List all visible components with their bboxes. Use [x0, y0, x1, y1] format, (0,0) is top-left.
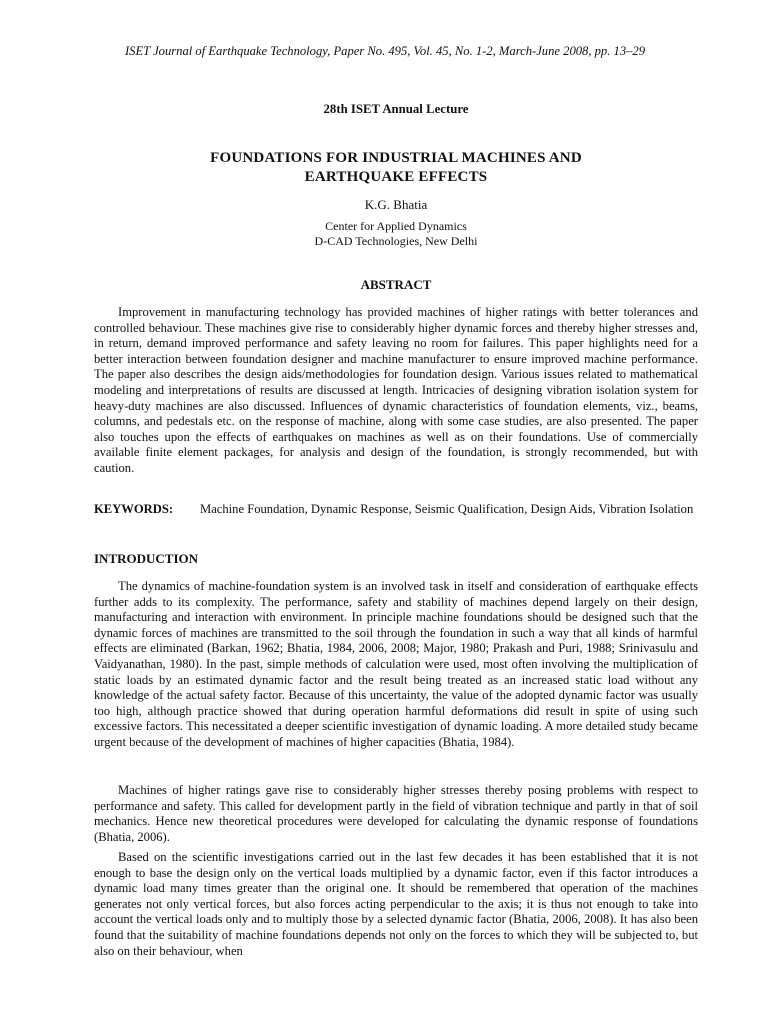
abstract-body: Improvement in manufacturing technology has provided machines of higher ratings with better tolerances and controlled behaviour. These machines give rise to considerably higher dynamic forces and thereby higher stresses and, in return, demand improved performance and safety leaving no room for failures. This paper highlights need for a better interaction between foundation designer and machine manufacturer to ensure improved machine performance. The paper also describes the design aids/methodologies for foundation design. Various issues related to mathematical modeling and interpretations of results are discussed at length. Intricacies of designing vibration isolation system for heavy-duty machines are also discussed. Influences of dynamic characteristics of foundation elements, viz., beams, columns, and pedestals etc. on the response of machine, along with some case studies, are also presented. The paper also touches upon the effects of earthquakes on machines as well as on their foundations. Use of commercially available finite element packages, for analysis and design of the foundation, is strongly recommended, but with caution.: [94, 305, 698, 475]
journal-header: ISET Journal of Earthquake Technology, Paper No. 495, Vol. 45, No. 1-2, March-June 2008, pp. 13–29: [124, 44, 646, 58]
author-name: K.G. Bhatia: [364, 197, 428, 212]
introduction-heading: INTRODUCTION: [94, 551, 199, 566]
keywords-text: Machine Foundation, Dynamic Response, Seismic Qualification, Design Aids, Vibration Isolation: [200, 502, 694, 516]
introduction-paragraph: Machines of higher ratings gave rise to considerably higher stresses thereby posing problems with respect to performance and safety. This called for development partly in the field of vibration technique and partly in that of soil mechanics. Hence new theoretical procedures were developed for calculating the dynamic response of foundations (Bhatia, 2006).: [94, 783, 698, 844]
title-line-1: FOUNDATIONS FOR INDUSTRIAL MACHINES AND: [210, 150, 582, 166]
affiliation-line-1: Center for Applied Dynamics: [325, 219, 467, 233]
paper-title: [94, 149, 698, 187]
introduction-paragraph: Based on the scientific investigations carried out in the last few decades it has been established that it is not enough to base the design only on the vertical loads multiplied by a dynamic factor, even if this factor introduces a dynamic load many times greater than the original one. It should be remembered that operation of the machines generates not only vertical forces, but also forces acting perpendicular to the axis; it is thus not enough to take into account the vertical loads only and to multiply those by a selected dynamic factor (Bhatia, 2006, 2008). It has also been found that the suitability of machine foundations depends not only on the forces to which they will be subjected to, but also on their behaviour, when: [94, 850, 698, 958]
keywords-label: KEYWORDS:: [94, 502, 174, 516]
affiliation-line-2: D-CAD Technologies, New Delhi: [314, 234, 478, 248]
abstract-heading: ABSTRACT: [360, 277, 432, 292]
lecture-label: 28th ISET Annual Lecture: [323, 102, 469, 116]
title-line-2: EARTHQUAKE EFFECTS: [304, 169, 488, 185]
introduction-paragraph: The dynamics of machine-foundation system is an involved task in itself and consideration of earthquake effects further adds to its complexity. The performance, safety and stability of machines depend largely on their design, manufacturing and interaction with environment. In principle machine foundations should be designed such that the dynamic forces of machines are transmitted to the soil through the foundation in such a way that all kinds of harmful effects are eliminated (Barkan, 1962; Bhatia, 1984, 2006, 2008; Major, 1980; Prakash and Puri, 1988; Srinivasulu and Vaidyanathan, 1980). In the past, simple methods of calculation were used, most often involving the multiplication of static loads by an estimated dynamic factor and the result being treated as an increased static load without any knowledge of the actual safety factor. Because of this uncertainty, the value of the adopted dynamic factor was usually too high, although practice showed that during operation harmful deformations did result in spite of using such excessive factors. This necessitated a deeper scientific investigation of dynamic loading. A more detailed study became urgent because of the development of machines of higher capacities (Bhatia, 1984).: [94, 579, 698, 749]
author-affiliation: [94, 219, 698, 249]
